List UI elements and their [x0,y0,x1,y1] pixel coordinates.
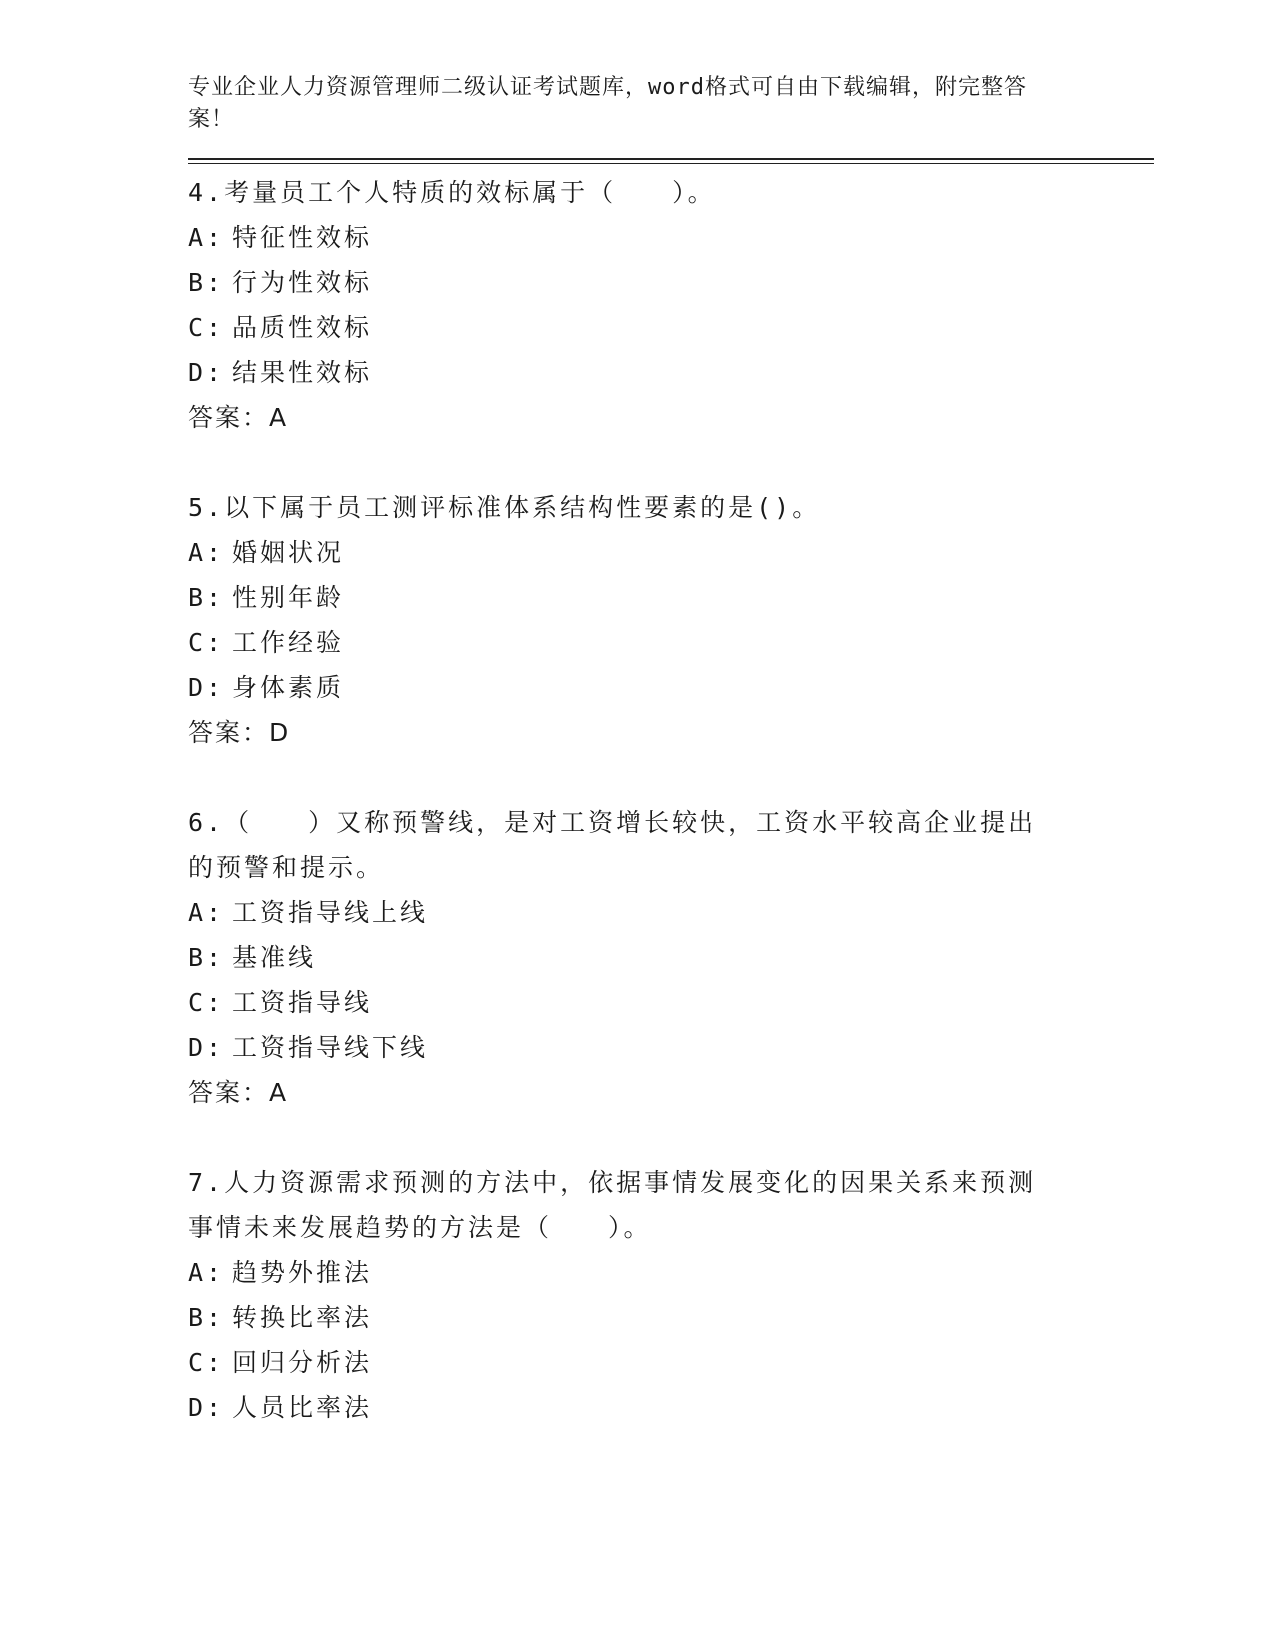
option-letter: B: [188,268,225,297]
document-page [188,72,1154,1430]
question-block [188,1160,1154,1430]
option-letter: A: [188,898,225,927]
question-text: 6.（ ）又称预警线，是对工资增长较快，工资水平较高企业提出的预警和提示。 [188,808,1037,882]
option-letter: C: [188,988,225,1017]
option-letter: D: [188,1033,225,1062]
option-text: 特征性效标 [232,223,373,252]
answer-line: 答案：A [188,403,289,432]
document-header: 专业企业人力资源管理师二级认证考试题库，word格式可自由下载编辑，附完整答案！ [188,75,1027,132]
option-d [188,665,1154,710]
answer-line: 答案：A [188,1078,289,1107]
option-letter: A: [188,1258,225,1287]
option-b [188,260,1154,305]
option-text: 转换比率法 [232,1303,373,1332]
question-text: 5.以下属于员工测评标准体系结构性要素的是()。 [188,493,821,522]
option-letter: A: [188,538,225,567]
option-d [188,1385,1154,1430]
option-text: 工资指导线下线 [232,1033,429,1062]
option-text: 性别年龄 [232,583,345,612]
option-b [188,1295,1154,1340]
option-c [188,620,1154,665]
option-text: 工资指导线 [232,988,373,1017]
question-block [188,170,1154,440]
header-divider [188,158,1154,164]
option-a [188,530,1154,575]
answer-line: 答案：D [188,718,291,747]
option-letter: C: [188,1348,225,1377]
question-block [188,485,1154,755]
option-c [188,980,1154,1025]
option-a [188,1250,1154,1295]
option-text: 回归分析法 [232,1348,373,1377]
option-text: 身体素质 [232,673,345,702]
option-text: 工作经验 [232,628,345,657]
option-b [188,935,1154,980]
option-letter: B: [188,943,225,972]
option-b [188,575,1154,620]
option-text: 趋势外推法 [232,1258,373,1287]
option-d [188,350,1154,395]
option-letter: A: [188,223,225,252]
option-d [188,1025,1154,1070]
question-text: 4.考量员工个人特质的效标属于（ ）。 [188,178,716,207]
option-letter: D: [188,358,225,387]
option-letter: C: [188,628,225,657]
option-text: 品质性效标 [232,313,373,342]
option-text: 基准线 [232,943,317,972]
option-letter: D: [188,673,225,702]
option-text: 行为性效标 [232,268,373,297]
option-letter: B: [188,1303,225,1332]
question-block [188,800,1154,1115]
option-letter: D: [188,1393,225,1422]
option-letter: B: [188,583,225,612]
option-text: 结果性效标 [232,358,373,387]
option-text: 人员比率法 [232,1393,373,1422]
option-c [188,1340,1154,1385]
option-text: 工资指导线上线 [232,898,429,927]
option-letter: C: [188,313,225,342]
option-a [188,890,1154,935]
option-c [188,305,1154,350]
option-a [188,215,1154,260]
question-text: 7.人力资源需求预测的方法中，依据事情发展变化的因果关系来预测事情未来发展趋势的方法是（ ）。 [188,1168,1037,1242]
option-text: 婚姻状况 [232,538,345,567]
